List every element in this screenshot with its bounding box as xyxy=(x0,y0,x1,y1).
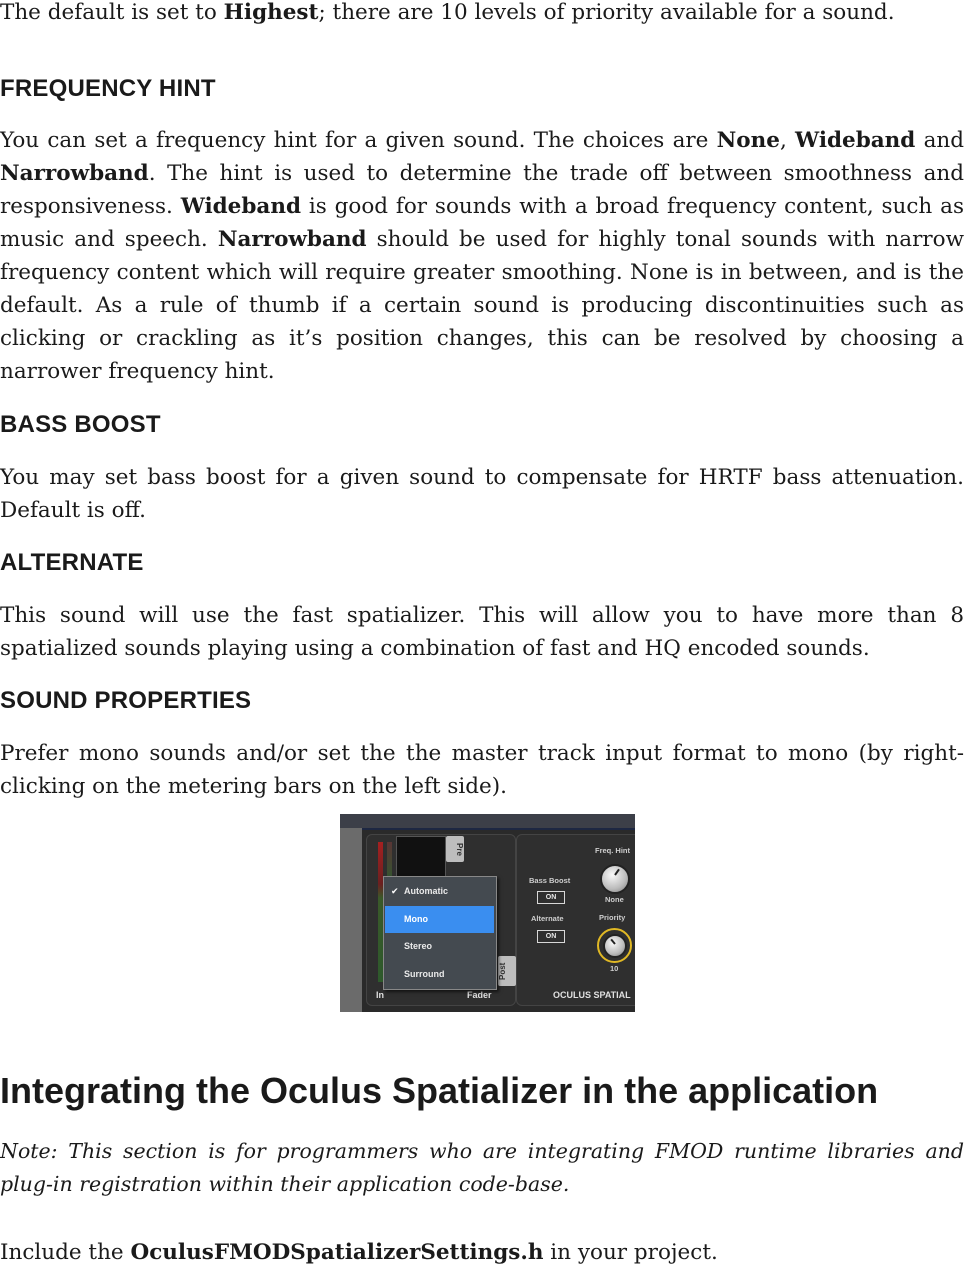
priority-value: 10 xyxy=(610,964,619,973)
menu-item-automatic[interactable]: ✔ Automatic xyxy=(385,878,494,905)
alternate-heading: ALTERNATE xyxy=(0,549,144,576)
post-tab[interactable]: Post xyxy=(498,956,516,986)
header-file-name: OculusFMODSpatializerSettings.h xyxy=(130,1240,544,1265)
checkmark-icon: ✔ xyxy=(391,886,399,896)
priority-default-paragraph: The default is set to Highest; there are 10 levels of priority available for a sound. xyxy=(0,0,895,25)
alternate-paragraph: This sound will use the fast spatializer. This will allow you to have more than 8 spatialized sounds playing using a combination of fast and HQ encoded sounds. xyxy=(0,603,964,661)
bass-boost-paragraph: You may set bass boost for a given sound to compensate for HRTF bass attenuation. Default is off. xyxy=(0,465,964,523)
include-paragraph: Include the OculusFMODSpatializerSettings.h in your project. xyxy=(0,1240,718,1265)
frequency-hint-paragraph: You can set a frequency hint for a given sound. The choices are None, Wideband and Narrowband. The hint is used to determine the trade off between smoothness and responsiveness. Wideband is good for sounds with a broad frequency content, such as music and speech. Narrowband should be used for highly tonal sounds with narrow frequency content which will require greater smoothing. None is in between, and is the default. As a rule of thumb if a certain sound is producing discontinuities such as clicking or crackling as it’s position changes, this can be resolved by choosing a narrower frequency hint. xyxy=(0,128,964,384)
in-label: In xyxy=(376,990,384,1000)
bass-boost-toggle[interactable]: ON xyxy=(537,891,565,904)
sound-properties-paragraph: Prefer mono sounds and/or set the the master track input format to mono (by right-clicking on the metering bars on the left side). xyxy=(0,741,964,799)
bass-boost-label: Bass Boost xyxy=(529,876,571,885)
screenshot-left-strip xyxy=(340,828,362,1012)
screenshot-top-bar xyxy=(340,814,635,830)
integration-note: Note: This section is for programmers who are integrating FMOD runtime libraries and plug-in registration within their application code-base. xyxy=(0,1139,964,1196)
input-format-context-menu xyxy=(383,876,497,990)
freq-hint-value: None xyxy=(605,895,624,904)
bass-boost-heading: BASS BOOST xyxy=(0,411,161,438)
pre-tab[interactable]: Pre xyxy=(446,836,464,862)
priority-label: Priority xyxy=(599,913,626,922)
integration-heading: Integrating the Oculus Spatializer in the application xyxy=(0,1070,879,1111)
plugin-title-label: OCULUS SPATIAL xyxy=(553,990,631,1000)
menu-item-surround[interactable]: Surround xyxy=(404,969,445,979)
fmod-track-screenshot xyxy=(340,814,635,1012)
freq-hint-label: Freq. Hint xyxy=(595,846,630,855)
fader-label: Fader xyxy=(467,990,492,1000)
menu-item-stereo[interactable]: Stereo xyxy=(404,941,433,951)
sound-properties-heading: SOUND PROPERTIES xyxy=(0,687,252,714)
freq-hint-knob[interactable] xyxy=(600,864,630,894)
alternate-label: Alternate xyxy=(531,914,564,923)
menu-item-mono[interactable]: Mono xyxy=(385,906,494,933)
alternate-toggle[interactable]: ON xyxy=(537,930,565,943)
priority-knob[interactable] xyxy=(603,934,627,958)
frequency-hint-heading: FREQUENCY HINT xyxy=(0,75,216,102)
